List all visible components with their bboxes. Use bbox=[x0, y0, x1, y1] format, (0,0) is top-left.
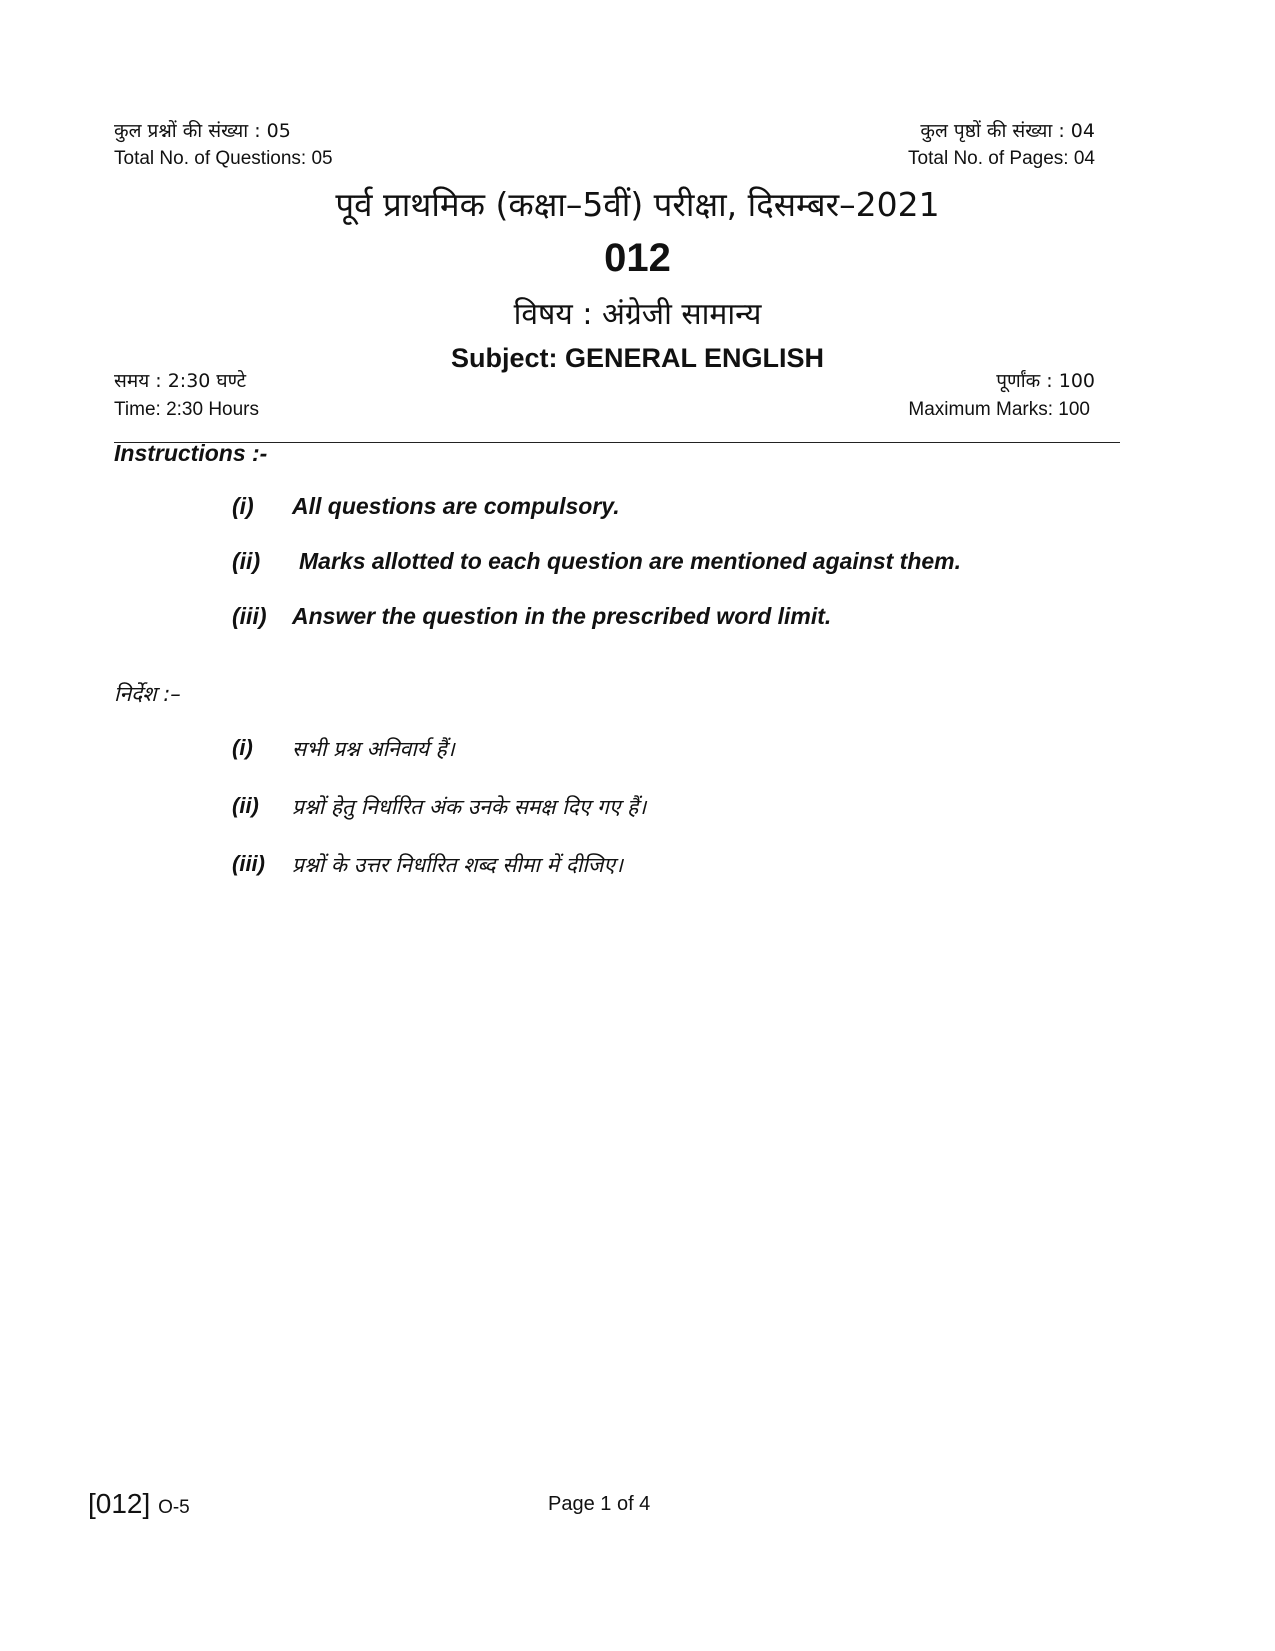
instruction-item bbox=[0, 493, 1275, 523]
paper-code: 012 bbox=[604, 236, 671, 280]
page-number: Page 1 of 4 bbox=[548, 1493, 651, 1515]
total-pages-hindi: कुल पृष्ठों की संख्या : 04 bbox=[920, 120, 1095, 142]
instruction-number: (iii) bbox=[232, 603, 267, 629]
hindi-instruction-text: प्रश्नों हेतु निर्धारित अंक उनके समक्ष दिए गए हैं। bbox=[292, 795, 647, 819]
total-questions-english: Total No. of Questions: 05 bbox=[114, 148, 333, 169]
instruction-text: Marks allotted to each question are mentioned against them. bbox=[299, 548, 962, 574]
max-marks-hindi: पूर्णांक : 100 bbox=[996, 370, 1095, 392]
instruction-number: (ii) bbox=[232, 548, 261, 574]
instruction-number: (i) bbox=[232, 493, 254, 519]
hindi-instruction-item bbox=[0, 735, 1275, 767]
exam-title: पूर्व प्राथमिक (कक्षा–5वीं) परीक्षा, दिसम्बर–2021 bbox=[335, 185, 940, 224]
hindi-instruction-item bbox=[0, 851, 1275, 883]
hindi-instruction-number: (iii) bbox=[232, 851, 265, 876]
subject-english: Subject: GENERAL ENGLISH bbox=[450, 343, 825, 373]
hindi-instruction-number: (ii) bbox=[232, 793, 259, 818]
instruction-item bbox=[0, 548, 1275, 578]
hindi-instructions-heading: निर्देश :– bbox=[114, 682, 181, 706]
instruction-text: All questions are compulsory. bbox=[292, 493, 620, 519]
footer-code-suffix: O-5 bbox=[158, 1497, 190, 1518]
hindi-instruction-item bbox=[0, 793, 1275, 825]
max-marks-english: Maximum Marks: 100 bbox=[908, 399, 1090, 420]
instructions-heading: Instructions :- bbox=[114, 440, 268, 466]
time-english: Time: 2:30 Hours bbox=[114, 399, 260, 420]
total-pages-english: Total No. of Pages: 04 bbox=[908, 148, 1095, 169]
footer-code-main: [012] bbox=[88, 1488, 151, 1519]
hindi-instruction-text: प्रश्नों के उत्तर निर्धारित शब्द सीमा में दीजिए। bbox=[292, 853, 623, 877]
hindi-instruction-text: सभी प्रश्न अनिवार्य हैं। bbox=[292, 737, 455, 761]
footer-paper-code bbox=[88, 1488, 190, 1520]
time-hindi: समय : 2:30 घण्टे bbox=[114, 370, 247, 392]
hindi-instruction-number: (i) bbox=[232, 735, 253, 760]
total-questions-hindi: कुल प्रश्नों की संख्या : 05 bbox=[114, 120, 291, 142]
instruction-item bbox=[0, 603, 1275, 633]
instruction-text: Answer the question in the prescribed word limit. bbox=[292, 603, 832, 629]
subject-hindi: विषय : अंग्रेजी सामान्य bbox=[513, 297, 762, 332]
